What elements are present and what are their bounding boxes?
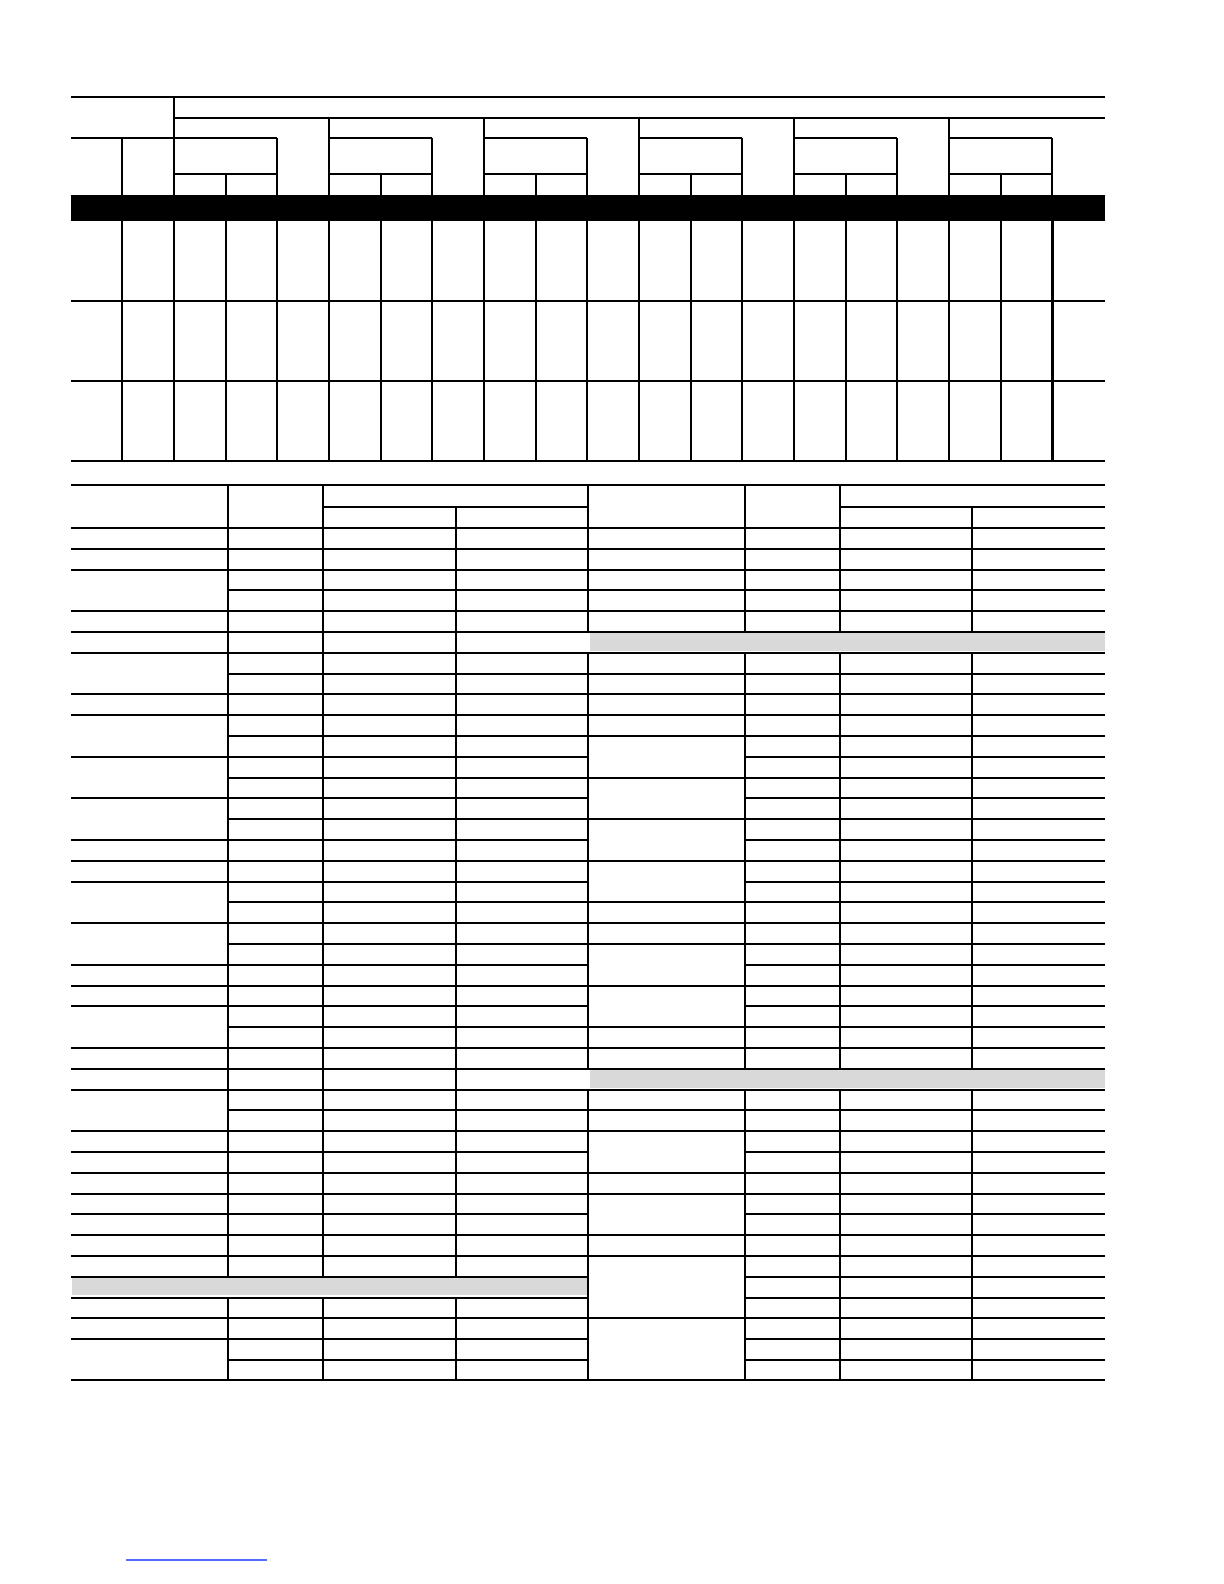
upper-black-band	[71, 195, 1105, 221]
upper-table	[71, 97, 1105, 461]
lower-right-gray-band	[590, 1069, 1105, 1088]
lower-left-gray-band	[72, 1276, 587, 1295]
lower-right-gray-band	[590, 632, 1105, 651]
lower-table	[71, 485, 1105, 1380]
